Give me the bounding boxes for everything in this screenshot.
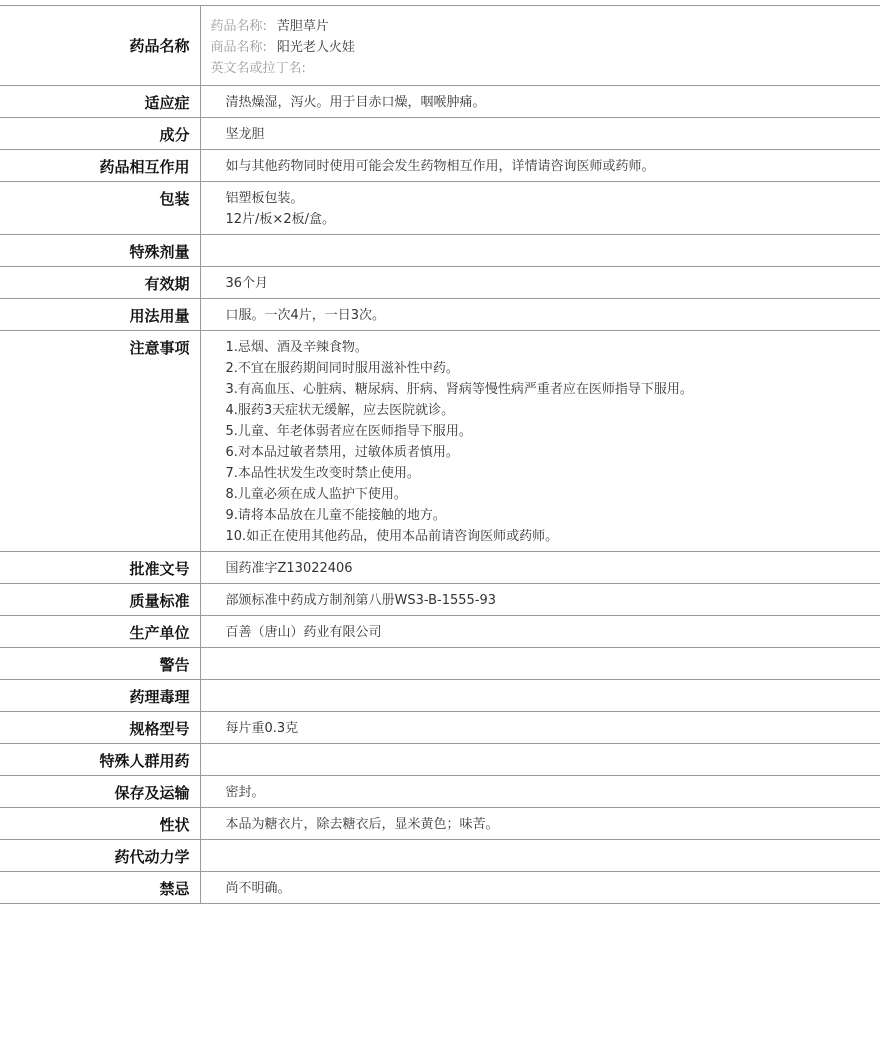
spec-label-text: 警告 [159, 656, 190, 674]
spec-value [200, 648, 880, 680]
spec-value [200, 267, 880, 299]
spec-label [0, 584, 200, 616]
trade-name-line [211, 37, 880, 58]
spec-value [200, 808, 880, 840]
spec-label-text: 用法用量 [129, 307, 190, 325]
generic-name-value: 苦胆草片 [276, 19, 329, 34]
spec-value-line: 10.如正在使用其他药品，使用本品前请咨询医师或药师。 [225, 529, 559, 544]
spec-label-text: 药品名称 [129, 37, 190, 55]
spec-value-line: 6.对本品过敏者禁用，过敏体质者慎用。 [225, 445, 459, 460]
spec-value-line: 3.有高血压、心脏病、糖尿病、肝病、肾病等慢性病严重者应在医师指导下服用。 [225, 382, 693, 397]
spec-label-text: 生产单位 [129, 624, 190, 642]
spec-value [200, 235, 880, 267]
spec-label-text: 批准文号 [129, 560, 190, 578]
spec-value-line: 7.本品性状发生改变时禁止使用。 [225, 466, 420, 481]
english-name-line [211, 58, 880, 79]
generic-name-line [211, 16, 880, 37]
spec-label [0, 648, 200, 680]
spec-label [0, 118, 200, 150]
spec-label [0, 150, 200, 182]
spec-value [200, 299, 880, 331]
spec-value-text: 36个月 [225, 276, 269, 291]
spec-value [200, 744, 880, 776]
spec-label-text: 有效期 [144, 275, 190, 293]
spec-value-text: 如与其他药物同时使用可能会发生药物相互作用，详情请咨询医师或药师。 [225, 159, 655, 174]
spec-label-text: 药品相互作用 [99, 158, 190, 176]
drug-spec-table [0, 5, 880, 904]
spec-row [0, 744, 880, 776]
spec-row [0, 680, 880, 712]
spec-value [200, 584, 880, 616]
spec-label-text: 规格型号 [129, 720, 190, 738]
spec-value [200, 552, 880, 584]
spec-label-text: 适应症 [144, 94, 190, 112]
spec-label [0, 616, 200, 648]
spec-label [0, 182, 200, 235]
spec-label-text: 注意事项 [129, 339, 190, 357]
spec-label [0, 712, 200, 744]
spec-label [0, 267, 200, 299]
spec-row [0, 182, 880, 235]
spec-label [0, 744, 200, 776]
spec-value-text: 百善（唐山）药业有限公司 [225, 625, 382, 640]
spec-row [0, 808, 880, 840]
spec-value-line: 1.忌烟、酒及辛辣食物。 [225, 340, 368, 355]
spec-label-text: 保存及运输 [114, 784, 190, 802]
spec-value-text: 每片重0.3克 [225, 721, 299, 736]
spec-label [0, 552, 200, 584]
generic-name-key: 药品名称: [210, 19, 267, 34]
spec-rows [0, 86, 880, 904]
spec-label-text: 质量标准 [129, 592, 190, 610]
spec-row [0, 552, 880, 584]
spec-row [0, 150, 880, 182]
spec-row [0, 776, 880, 808]
spec-label-text: 禁忌 [159, 880, 190, 898]
spec-value [200, 680, 880, 712]
spec-value [200, 86, 880, 118]
spec-row [0, 267, 880, 299]
spec-row [0, 648, 880, 680]
spec-value-line: 5.儿童、年老体弱者应在医师指导下服用。 [225, 424, 472, 439]
spec-row [0, 616, 880, 648]
spec-value-text: 尚不明确。 [225, 881, 291, 896]
spec-value-text: 口服。一次4片，一日3次。 [225, 308, 386, 323]
spec-value [200, 118, 880, 150]
spec-label-text: 药代动力学 [114, 848, 190, 866]
spec-row [0, 299, 880, 331]
spec-value [200, 616, 880, 648]
spec-label [0, 872, 200, 904]
spec-row [0, 872, 880, 904]
spec-value [200, 182, 880, 235]
english-name-key: 英文名或拉丁名: [210, 61, 306, 76]
spec-value [200, 872, 880, 904]
spec-value-line: 12片/板×2板/盒。 [225, 212, 335, 227]
spec-value-line: 2.不宜在服药期间同时服用滋补性中药。 [225, 361, 459, 376]
spec-value [200, 712, 880, 744]
spec-label-names [0, 6, 200, 86]
spec-value-text: 部颁标准中药成方制剂第八册WS3-B-1555-93 [225, 593, 497, 608]
spec-row [0, 584, 880, 616]
spec-label [0, 331, 200, 552]
spec-row [0, 840, 880, 872]
spec-label [0, 299, 200, 331]
trade-name-value: 阳光老人火娃 [276, 40, 355, 55]
spec-value-line: 铝塑板包装。 [225, 191, 304, 206]
spec-value-line: 9.请将本品放在儿童不能接触的地方。 [225, 508, 446, 523]
spec-value [200, 840, 880, 872]
spec-value-text: 密封。 [225, 785, 265, 800]
spec-label-text: 性状 [159, 816, 190, 834]
spec-value-line: 4.服药3天症状无缓解，应去医院就诊。 [225, 403, 455, 418]
spec-value-line: 8.儿童必须在成人监护下使用。 [225, 487, 407, 502]
spec-label [0, 680, 200, 712]
spec-value [200, 776, 880, 808]
spec-label [0, 235, 200, 267]
spec-value-text: 清热燥湿，泻火。用于目赤口燥，咽喉肿痛。 [225, 95, 486, 110]
spec-value [200, 150, 880, 182]
spec-row [0, 86, 880, 118]
spec-label-text: 特殊剂量 [129, 243, 190, 261]
spec-row [0, 118, 880, 150]
spec-label-text: 包装 [159, 190, 190, 208]
spec-label-text: 成分 [159, 126, 190, 144]
spec-row-names [0, 6, 880, 86]
spec-label [0, 840, 200, 872]
spec-label-text: 药理毒理 [129, 688, 190, 706]
trade-name-key: 商品名称: [210, 40, 267, 55]
spec-label [0, 776, 200, 808]
spec-row [0, 712, 880, 744]
spec-value-text: 国药准字Z13022406 [225, 561, 353, 576]
spec-row [0, 331, 880, 552]
spec-value [200, 331, 880, 552]
spec-row [0, 235, 880, 267]
spec-value-text: 坚龙胆 [225, 127, 265, 142]
spec-value-text: 本品为糖衣片，除去糖衣后，显米黄色；味苦。 [225, 817, 499, 832]
spec-label [0, 808, 200, 840]
spec-label-text: 特殊人群用药 [99, 752, 190, 770]
spec-label [0, 86, 200, 118]
spec-value-names [200, 6, 880, 86]
